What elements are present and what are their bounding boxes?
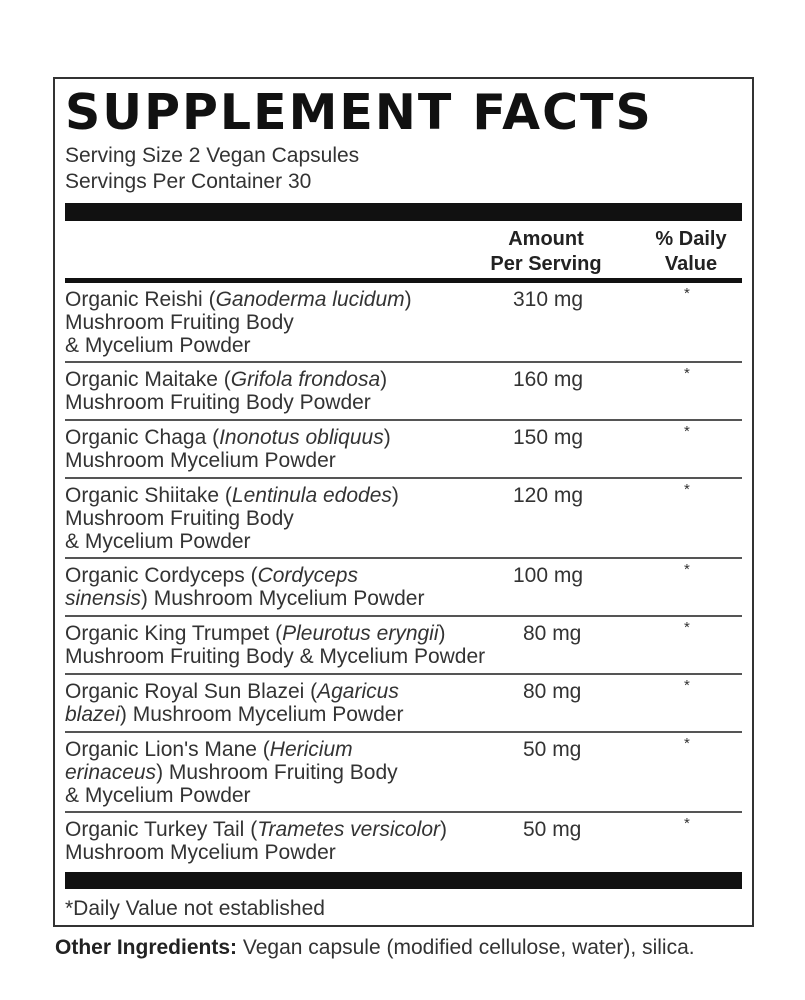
ingredient-row-reishi <box>65 283 742 363</box>
ingredient-latin-name-cont: blazei <box>65 703 120 726</box>
ingredient-form: Mushroom Mycelium Powder <box>65 449 336 472</box>
ingredient-row-king-trumpet <box>65 617 742 675</box>
ingredient-common-name: Organic King Trumpet <box>65 622 270 645</box>
ingredient-name: Organic Reishi (Ganoderma lucidum) Mushroom Fruiting Body & Mycelium Powder <box>65 288 412 357</box>
ingredient-latin-name: Trametes versicolor <box>257 818 441 841</box>
ingredient-daily-value: * <box>684 365 690 382</box>
ingredient-name: Organic Shiitake (Lentinula edodes) Mushroom Fruiting Body & Mycelium Powder <box>65 484 399 553</box>
ingredient-form-cont: & Mycelium Powder <box>65 784 251 807</box>
ingredient-name: Organic Turkey Tail (Trametes versicolor) Mushroom Mycelium Powder <box>65 818 448 864</box>
supplement-facts-panel <box>53 77 754 927</box>
ingredient-common-name: Organic Shiitake <box>65 484 220 507</box>
ingredient-latin-name: Inonotus obliquus <box>219 426 384 449</box>
ingredient-daily-value: * <box>684 481 690 498</box>
other-ingredients-label: Other Ingredients: <box>55 936 238 959</box>
ingredient-row-royal-sun-blazei <box>65 675 742 733</box>
ingredient-form: Mushroom Fruiting Body <box>65 311 294 334</box>
ingredient-daily-value: * <box>684 285 690 302</box>
dv-header-line1: % Daily <box>655 228 727 250</box>
ingredient-latin-name-cont: erinaceus <box>65 761 157 784</box>
amount-header-line2: Per Serving <box>490 253 602 275</box>
ingredient-common-name: Organic Maitake <box>65 368 218 391</box>
ingredient-row-lions-mane <box>65 733 742 813</box>
ingredient-daily-value: * <box>684 561 690 578</box>
ingredient-form: Mushroom Mycelium Powder <box>153 587 425 610</box>
top-divider-bar <box>65 203 742 221</box>
bottom-divider-bar <box>65 872 742 889</box>
ingredient-form: Mushroom Fruiting Body Powder <box>65 391 371 414</box>
ingredient-daily-value: * <box>684 619 690 636</box>
ingredient-name: Organic Cordyceps (Cordyceps sinensis) Mushroom Mycelium Powder <box>65 564 425 610</box>
ingredient-amount: 120 mg <box>513 484 584 507</box>
ingredient-latin-name: Pleurotus eryngii <box>282 622 439 645</box>
ingredient-form: Mushroom Mycelium Powder <box>132 703 404 726</box>
ingredient-name: Organic Royal Sun Blazei (Agaricus blazei) Mushroom Mycelium Powder <box>65 680 404 726</box>
ingredient-row-turkey-tail <box>65 813 742 872</box>
ingredient-daily-value: * <box>684 815 690 832</box>
panel-title: SUPPLEMENT FACTS <box>65 84 653 141</box>
ingredient-row-shiitake <box>65 479 742 559</box>
ingredient-common-name: Organic Chaga <box>65 426 207 449</box>
daily-value-column-header <box>641 227 741 277</box>
ingredient-latin-name: Ganoderma lucidum <box>215 288 405 311</box>
ingredient-row-cordyceps <box>65 559 742 617</box>
ingredient-latin-name: Agaricus <box>317 680 399 703</box>
ingredient-latin-name: Hericium <box>269 738 353 761</box>
ingredient-latin-name-cont: sinensis <box>65 587 141 610</box>
other-ingredients-text: Vegan capsule (modified cellulose, water), silica. <box>242 936 695 959</box>
ingredient-common-name: Organic Royal Sun Blazei <box>65 680 305 703</box>
ingredient-row-maitake <box>65 363 742 421</box>
ingredient-form: Mushroom Mycelium Powder <box>65 841 336 864</box>
ingredient-name: Organic King Trumpet (Pleurotus eryngii) Mushroom Fruiting Body & Mycelium Powder <box>65 622 486 668</box>
column-header-row <box>65 221 742 278</box>
ingredient-form-cont: & Mycelium Powder <box>65 334 251 357</box>
ingredient-form: Mushroom Fruiting Body <box>65 507 294 530</box>
ingredient-common-name: Organic Turkey Tail <box>65 818 245 841</box>
ingredient-common-name: Organic Reishi <box>65 288 203 311</box>
ingredient-row-chaga <box>65 421 742 479</box>
other-ingredients <box>55 935 695 960</box>
ingredient-name: Organic Lion's Mane (Hericium erinaceus) Mushroom Fruiting Body & Mycelium Powder <box>65 738 398 807</box>
ingredient-common-name: Organic Cordyceps <box>65 564 245 587</box>
ingredient-form-cont: & Mycelium Powder <box>65 530 251 553</box>
daily-value-footnote: *Daily Value not established <box>65 897 325 920</box>
ingredient-name: Organic Maitake (Grifola frondosa) Mushroom Fruiting Body Powder <box>65 368 388 414</box>
ingredient-common-name: Organic Lion's Mane <box>65 738 257 761</box>
ingredient-form: Mushroom Fruiting Body & Mycelium Powder <box>65 645 486 668</box>
amount-header-line1: Amount <box>508 228 584 250</box>
ingredient-amount: 310 mg <box>513 288 584 311</box>
amount-column-header <box>481 227 611 277</box>
ingredient-latin-name: Grifola frondosa <box>230 368 381 391</box>
ingredient-amount: 50 mg <box>523 818 582 841</box>
dv-header-line2: Value <box>664 253 718 275</box>
ingredient-latin-name: Lentinula edodes <box>231 484 392 507</box>
ingredient-daily-value: * <box>684 423 690 440</box>
ingredient-daily-value: * <box>684 735 690 752</box>
ingredient-amount: 50 mg <box>523 738 582 761</box>
ingredient-amount: 100 mg <box>513 564 584 587</box>
ingredient-latin-name: Cordyceps <box>257 564 358 587</box>
ingredient-amount: 80 mg <box>523 680 582 703</box>
ingredient-amount: 80 mg <box>523 622 582 645</box>
ingredient-name: Organic Chaga (Inonotus obliquus) Mushroom Mycelium Powder <box>65 426 391 472</box>
ingredient-form: Mushroom Fruiting Body <box>168 761 398 784</box>
servings-per-container: Servings Per Container 30 <box>65 170 312 193</box>
ingredient-amount: 160 mg <box>513 368 584 391</box>
ingredient-daily-value: * <box>684 677 690 694</box>
ingredient-amount: 150 mg <box>513 426 584 449</box>
serving-size: Serving Size 2 Vegan Capsules <box>65 144 360 167</box>
